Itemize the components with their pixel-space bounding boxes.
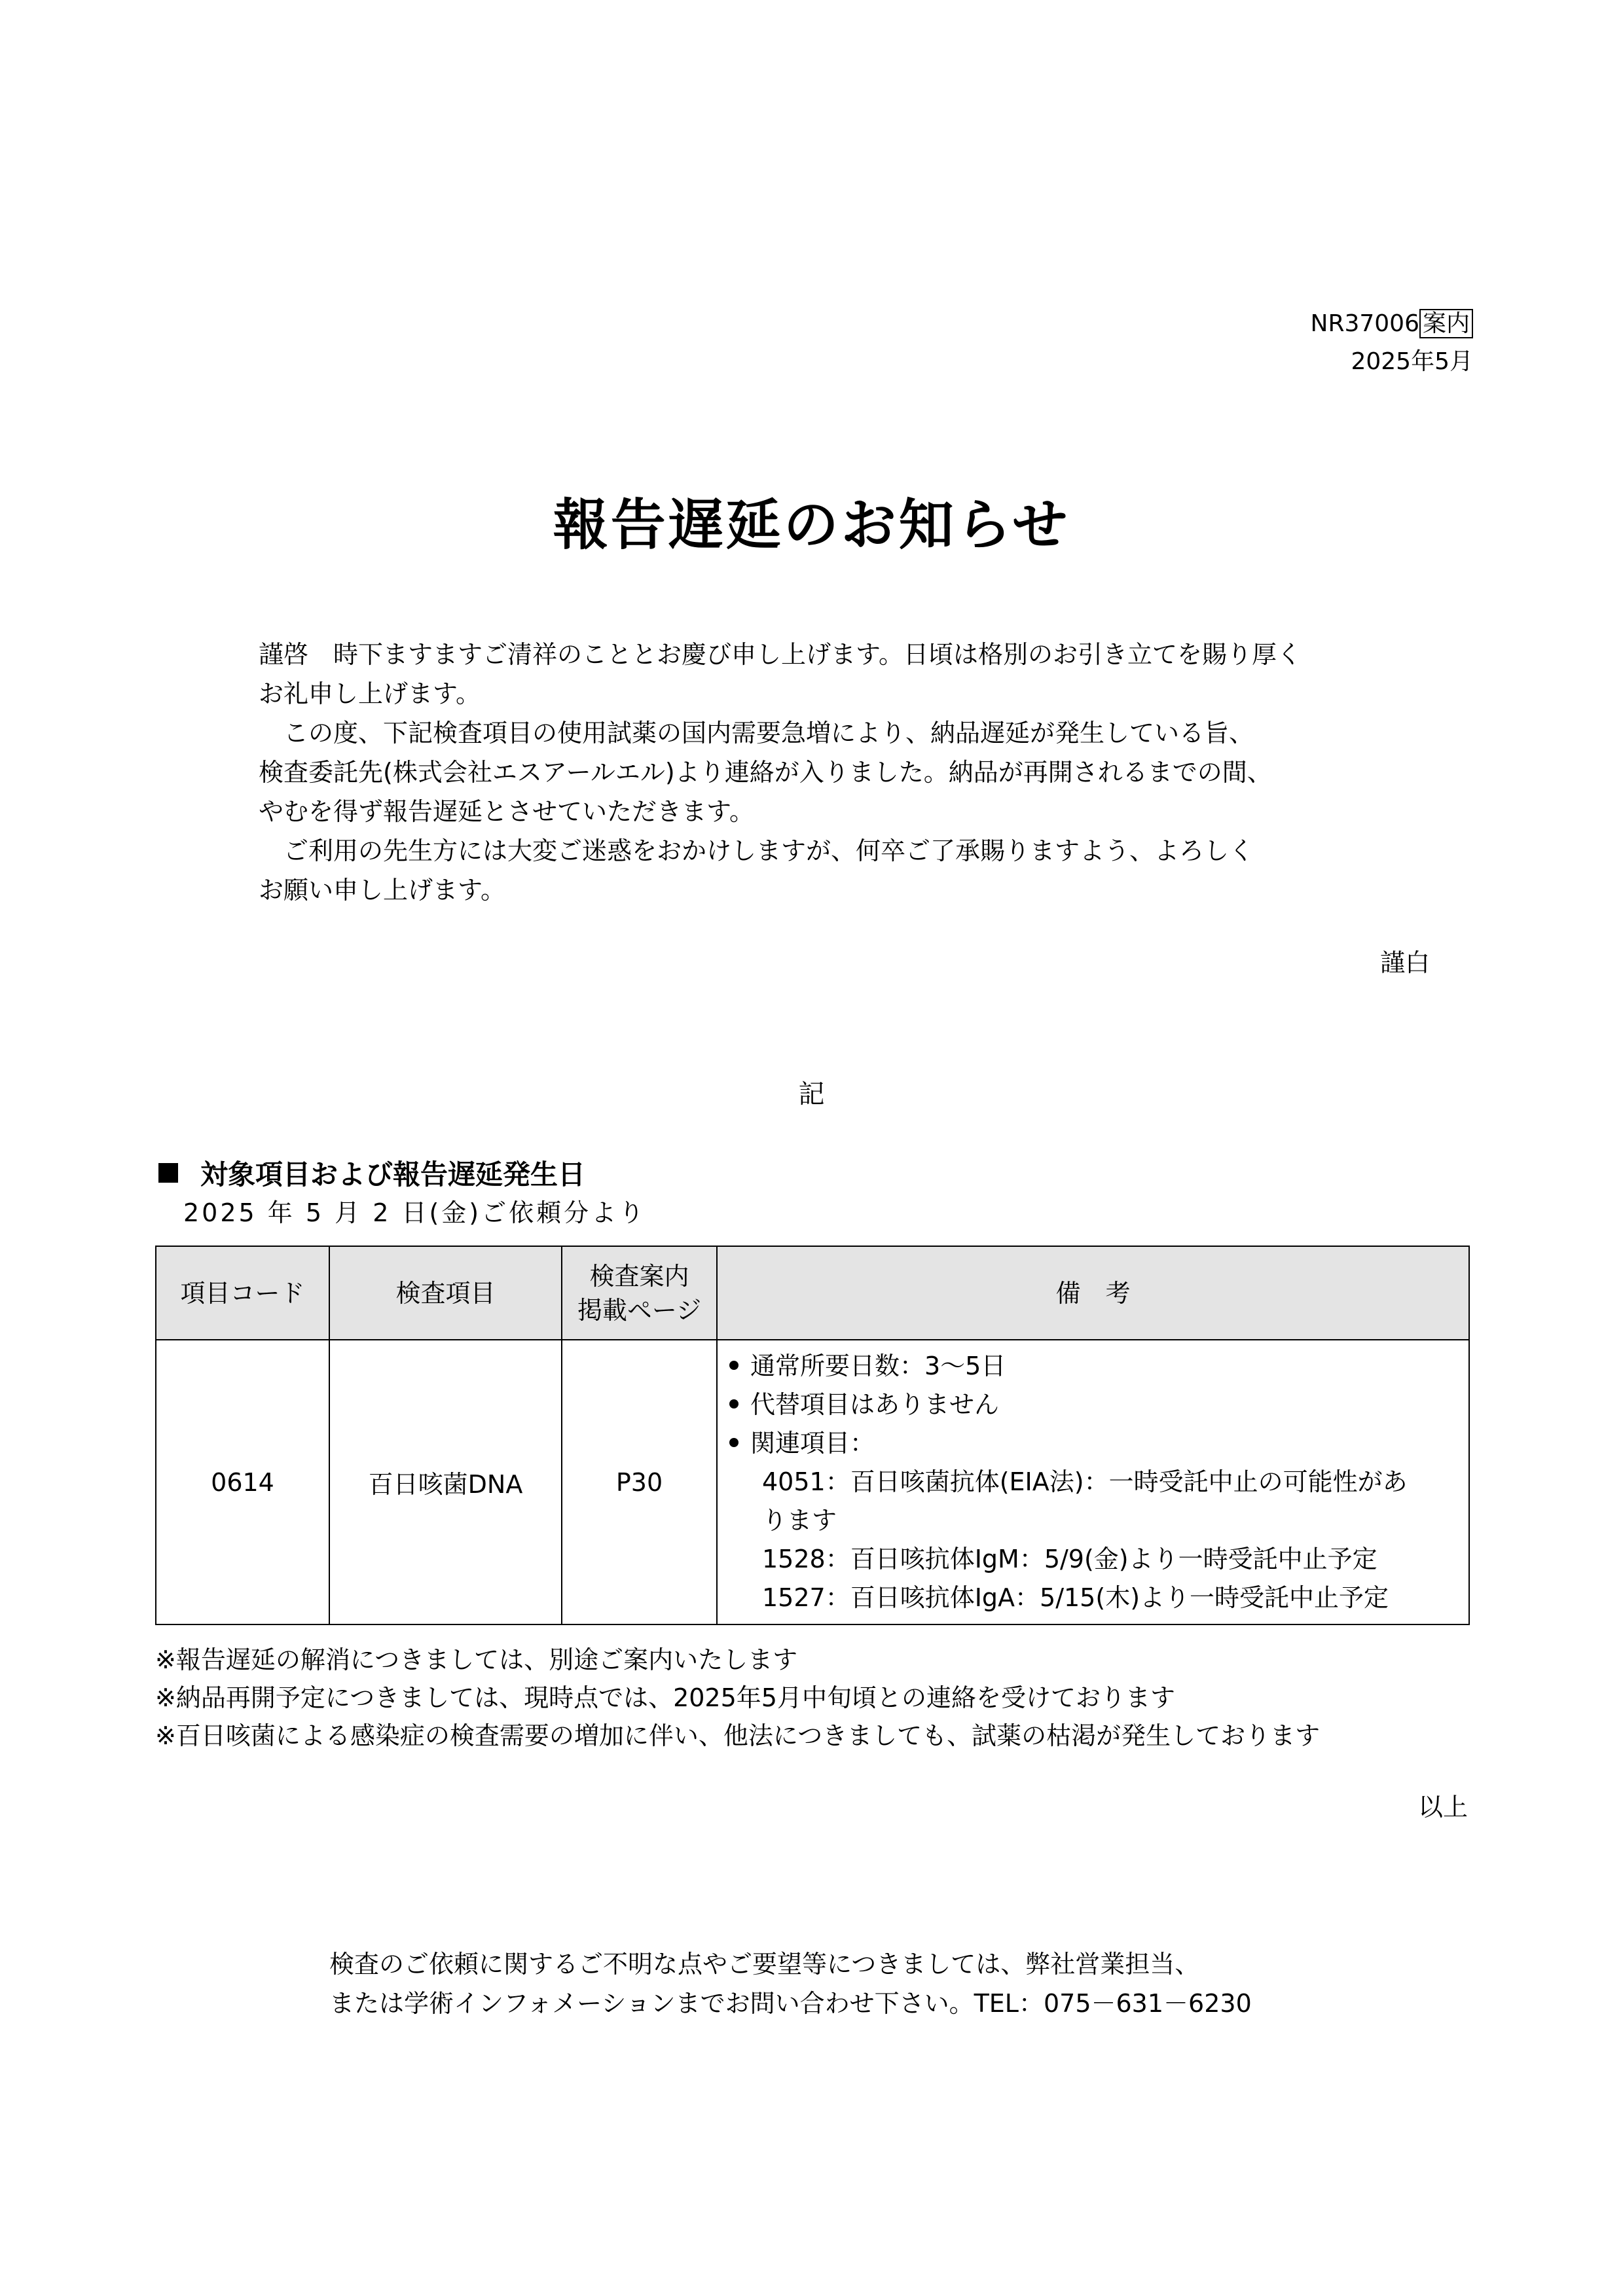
note-bullet-2 [729, 1386, 1463, 1424]
document-number [1311, 305, 1473, 338]
header-code: 項目コード [156, 1246, 329, 1340]
document-type-badge: 案内 [1419, 309, 1473, 338]
document-number-code: NR37006 [1310, 310, 1419, 337]
apology-line-2: お願い申し上げます。 [259, 876, 505, 905]
greeting-line-1: 謹啓 時下ますますご清祥のこととお慶び申し上げます。日頃は格別のお引き立てを賜り厚く [259, 640, 1302, 669]
related-item-2: 1528：百日咳抗体IgM：5/9(金)より一時受託中止予定 [762, 1545, 1377, 1573]
table-header-row [156, 1246, 1469, 1340]
note-bullet-1-text: 通常所要日数：3～5日 [750, 1352, 1006, 1380]
note-bullet-3 [729, 1424, 1463, 1463]
bullet-dot-icon [729, 1438, 739, 1447]
bullet-dot-icon [729, 1361, 739, 1370]
section-heading [158, 1153, 585, 1193]
document-date: 2025年5月 [1351, 348, 1473, 375]
page-title: 報告遅延のお知らせ [553, 493, 1070, 557]
cell-page: P30 [562, 1340, 717, 1624]
note-bullet-2-text: 代替項目はありません [750, 1390, 1000, 1419]
contact-line-1: 検査のご依頼に関するご不明な点やご要望等につきましては、弊社営業担当、 [329, 1950, 1200, 1979]
apology-paragraph [259, 831, 1450, 910]
related-item-3: 1527：百日咳抗体IgA：5/15(木)より一時受託中止予定 [762, 1583, 1389, 1612]
footnote-3: ※百日咳菌による感染症の検査需要の増加に伴い、他法につきましても、試薬の枯渇が発生しております [155, 1721, 1321, 1750]
ki-heading: 記 [798, 1079, 825, 1109]
notice-line-3: やむを得ず報告遅延とさせていただきます。 [259, 797, 754, 826]
notice-line-1: この度、下記検査項目の使用試薬の国内需要急増により、納品遅延が発生している旨、 [259, 719, 1254, 747]
cell-notes [717, 1340, 1469, 1624]
square-bullet-icon [158, 1163, 178, 1183]
header-notes: 備 考 [717, 1246, 1469, 1340]
contact-line-2: または学術インフォメーションまでお問い合わせ下さい。TEL：075－631－6230 [329, 1989, 1252, 2018]
bullet-dot-icon [729, 1399, 739, 1408]
apology-line-1: ご利用の先生方には大変ご迷惑をおかけしますが、何卒ご了承賜りますよう、よろしく [259, 836, 1254, 865]
closing-kinpaku: 謹白 [1379, 948, 1430, 977]
greeting-paragraph [259, 635, 1450, 713]
closing-ijo: 以上 [1417, 1793, 1468, 1821]
header-page [562, 1246, 717, 1340]
greeting-line-2: お礼申し上げます。 [259, 679, 481, 708]
section-heading-text: 対象項目および報告遅延発生日 [200, 1158, 586, 1191]
effective-date: 2025 年 5 月 2 日(金)ご依頼分より [183, 1198, 647, 1227]
notice-paragraph [259, 713, 1450, 831]
note-bullet-3-text: 関連項目： [750, 1429, 875, 1458]
header-page-line-1: 検査案内 [589, 1261, 689, 1291]
header-page-line-2: 掲載ページ [577, 1295, 702, 1325]
footnote-2: ※納品再開予定につきましては、現時点では、2025年5月中旬頃との連絡を受けております [155, 1683, 1175, 1712]
cell-item: 百日咳菌DNA [329, 1340, 562, 1624]
table-row [156, 1340, 1469, 1624]
header-item: 検査項目 [329, 1246, 562, 1340]
target-items-table [155, 1246, 1470, 1625]
footnote-1: ※報告遅延の解消につきましては、別途ご案内いたします [155, 1645, 798, 1674]
related-item-1-continued: ります [762, 1506, 837, 1535]
notice-line-2: 検査委託先(株式会社エスアールエル)より連絡が入りました。納品が再開されるまでの間、 [259, 758, 1272, 787]
related-item-1: 4051：百日咳菌抗体(EIA法)：一時受託中止の可能性があ [762, 1467, 1408, 1496]
cell-code: 0614 [156, 1340, 329, 1624]
note-bullet-1 [729, 1347, 1463, 1386]
